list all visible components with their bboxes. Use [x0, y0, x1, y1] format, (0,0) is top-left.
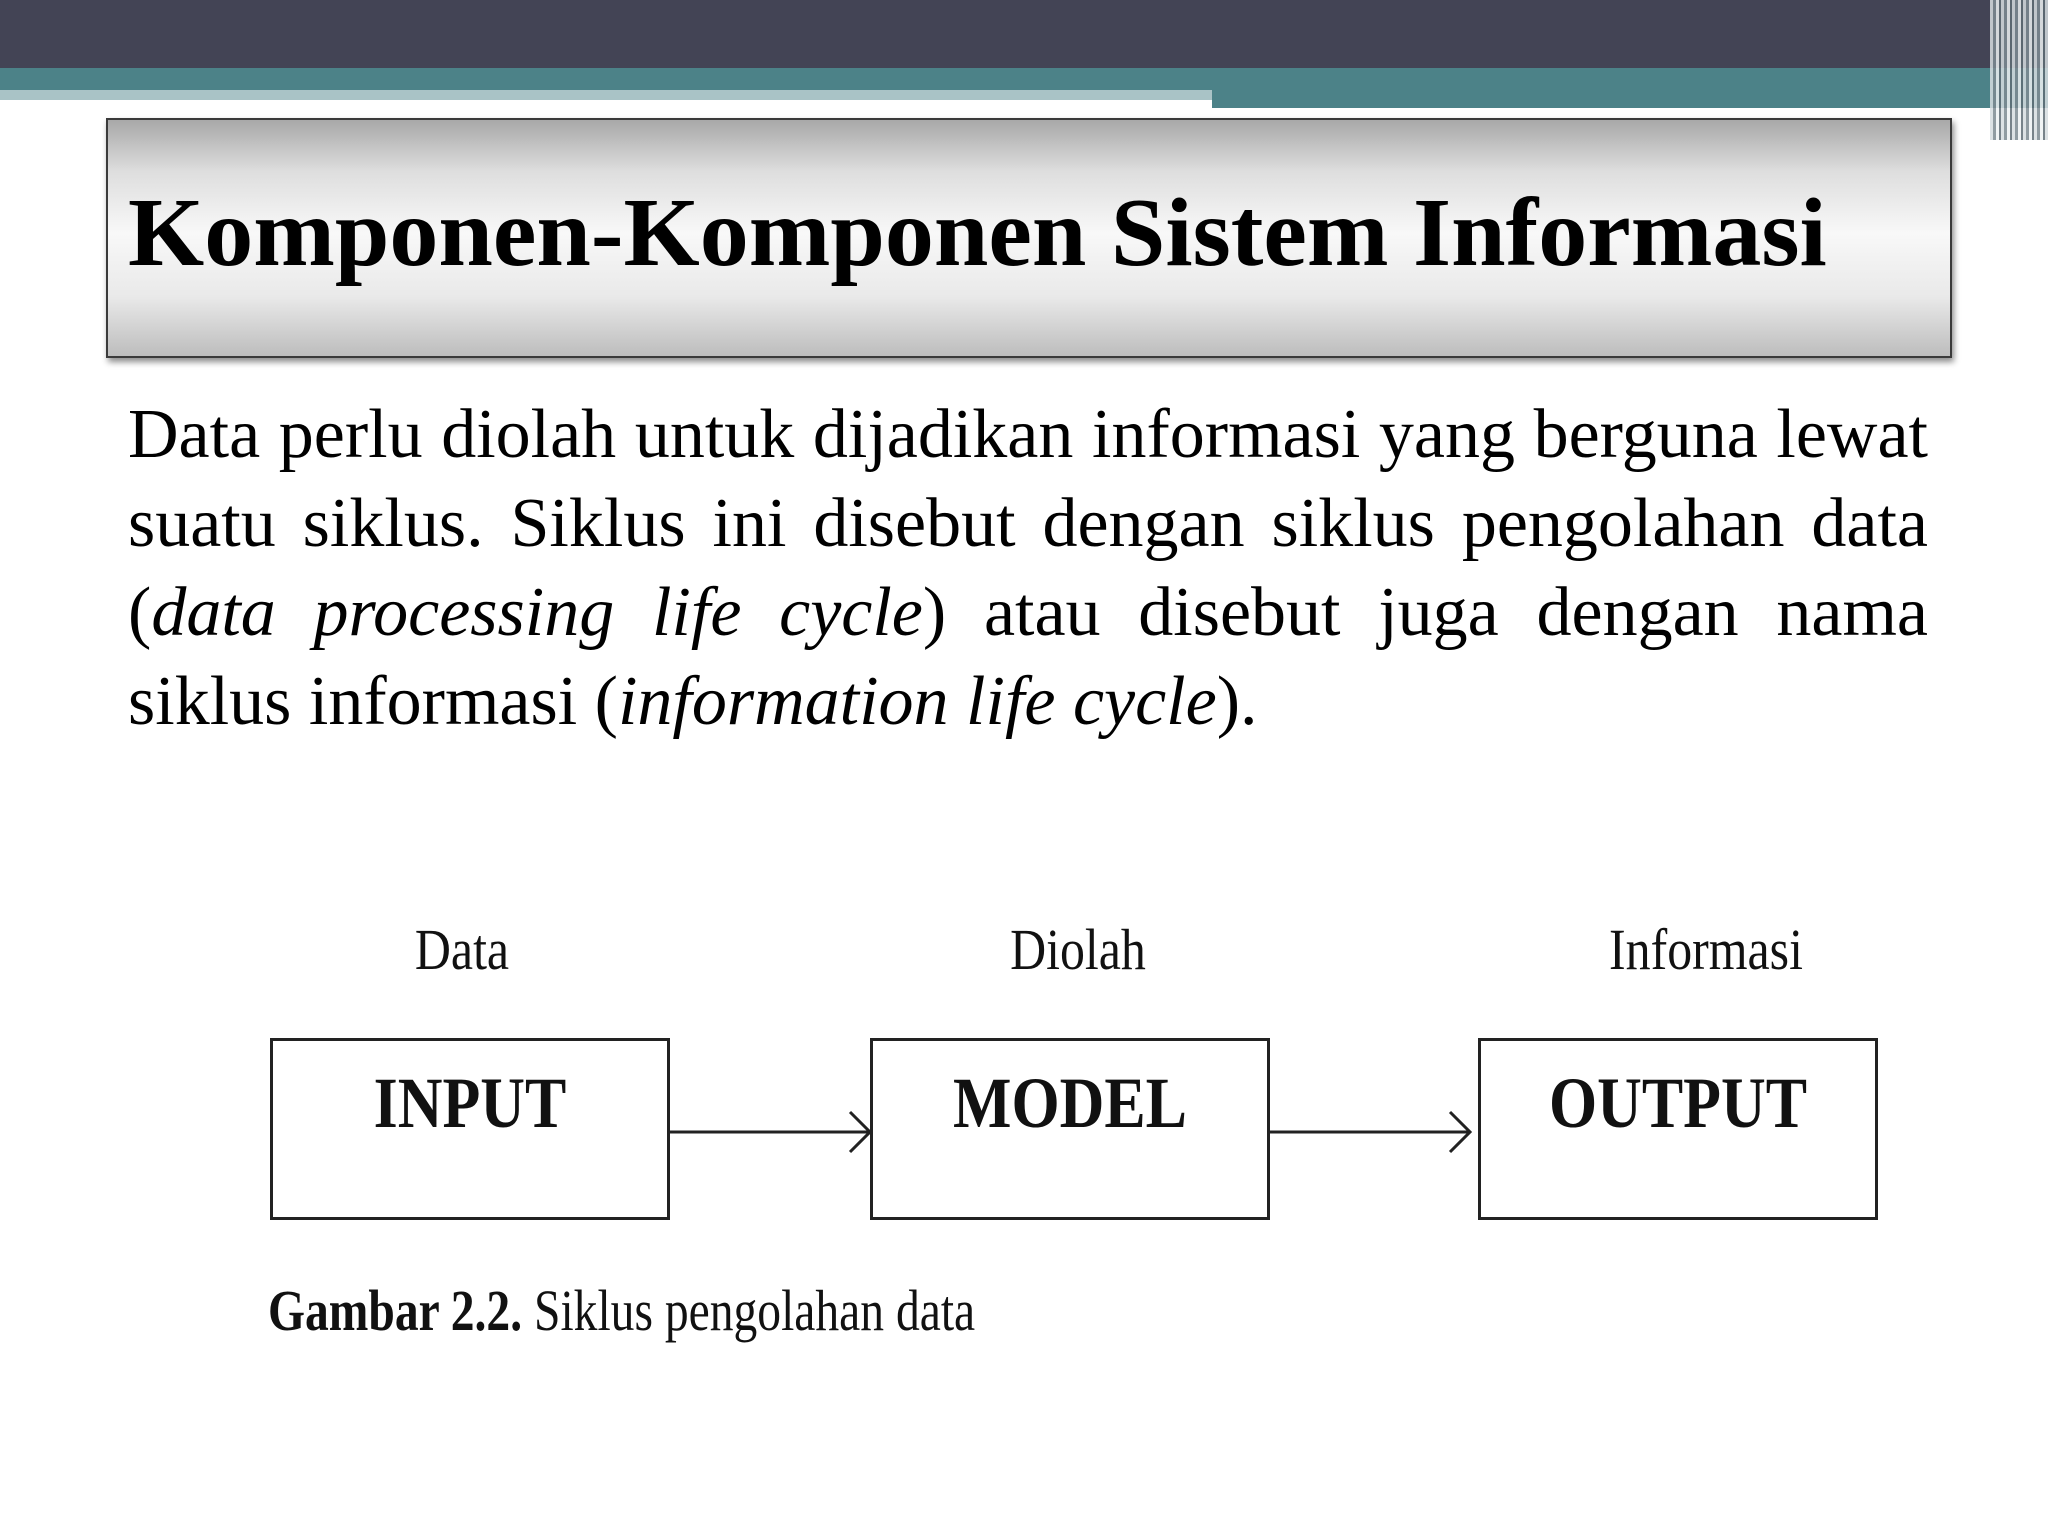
- model-box-label: MODEL: [953, 1063, 1187, 1143]
- input-box: [270, 1038, 670, 1220]
- paragraph-italic-1: data processing life cycle: [151, 574, 923, 651]
- model-box: [870, 1038, 1270, 1220]
- arrow-model-to-output: [1270, 1102, 1476, 1162]
- stage-label-diolah: Diolah: [1010, 917, 1146, 982]
- stage-label-informasi: Informasi: [1609, 917, 1803, 982]
- caption-text: Siklus pengolahan data: [534, 1278, 976, 1343]
- stage-label-data: Data: [414, 917, 510, 982]
- output-box-label: OUTPUT: [1548, 1063, 1808, 1143]
- input-box-label: INPUT: [373, 1063, 567, 1143]
- slide-title: Komponen-Komponen Sistem Informasi: [128, 179, 1827, 287]
- output-box: [1478, 1038, 1878, 1220]
- caption-prefix: Gambar 2.2.: [268, 1278, 523, 1343]
- figure-caption: [268, 1278, 975, 1344]
- paragraph-text-3: ).: [1216, 663, 1258, 740]
- paragraph-text-2: ) atau disebut juga dengan nama siklus informasi (: [128, 574, 1928, 740]
- arrow-input-to-model: [670, 1102, 876, 1162]
- paragraph-text-1: Data perlu diolah untuk dijadikan informasi yang berguna lewat suatu siklus. Siklus ini disebut dengan siklus pengolahan data (: [128, 396, 1928, 651]
- paragraph-italic-2: information life cycle: [617, 663, 1217, 740]
